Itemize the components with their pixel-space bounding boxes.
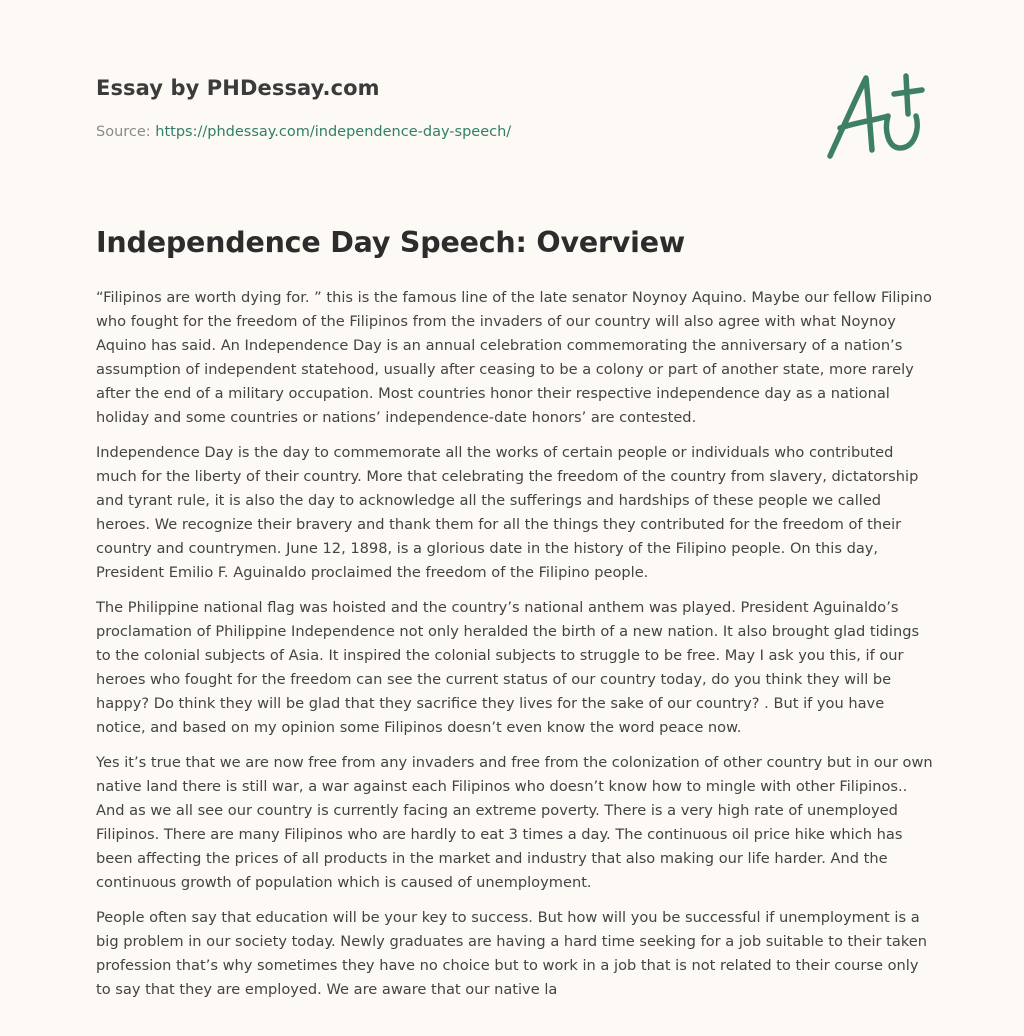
source-line xyxy=(96,124,511,140)
essay-paragraph: “Filipinos are worth dying for. ” this is the famous line of the late senator Noynoy Aquino. Maybe our fellow Filipino who fought for the freedom of the Filipinos from the invaders of our country will also agree with what Noynoy Aquino has said. An Independence Day is an annual celebration commemorating the anniversary of a nation’s assumption of independent statehood, usually after ceasing to be a colony or part of another state, more rarely after the end of a military occupation. Most countries honor their respective independence day as a national holiday and some countries or nations’ independence-date honors’ are contested. xyxy=(96,289,932,426)
essay-paragraph: The Philippine national flag was hoisted and the country’s national anthem was played. President Aguinaldo’s proclamation of Philippine Independence not only heralded the birth of a new nation. It also brought glad tidings to the colonial subjects of Asia. It inspired the colonial subjects to struggle to be free. May I ask you this, if our heroes who fought for the freedom can see the current status of our country today, do you think they will be happy? Do think they will be glad that they sacrifice they lives for the sake of our country? . But if you have notice, and based on my opinion some Filipinos doesn’t even know the word peace now. xyxy=(96,599,920,736)
site-brand: Essay by PHDessay.com xyxy=(96,76,380,100)
essay-paragraph: People often say that education will be your key to success. But how will you be successful if unemployment is a big problem in our society today. Newly graduates are having a hard time seeking for a job suitable to their taken profession that’s why sometimes they have no choice but to work in a job that is not related to their course only to say that they are employed. We are aware that our native la xyxy=(96,909,928,998)
essay-title: Independence Day Speech: Overview xyxy=(96,226,686,259)
a-plus-grade-icon xyxy=(824,68,928,164)
essay-body xyxy=(96,286,934,1013)
essay-paragraph: Independence Day is the day to commemorate all the works of certain people or individuals who contributed much for the liberty of their country. More that celebrating the freedom of the country from slavery, dictatorship and tyrant rule, it is also the day to acknowledge all the sufferings and hardships of these people we called heroes. We recognize their bravery and thank them for all the things they contributed for the freedom of their country and countrymen. June 12, 1898, is a glorious date in the history of the Filipino people. On this day, President Emilio F. Aguinaldo proclaimed the freedom of the Filipino people. xyxy=(96,444,919,581)
essay-paragraph: Yes it’s true that we are now free from any invaders and free from the colonization of other country but in our own native land there is still war, a war against each Filipinos who doesn’t know how to mingle with other Filipinos.. And as we all see our country is currently facing an extreme poverty. There is a very high rate of unemployed Filipinos. There are many Filipinos who are hardly to eat 3 times a day. The continuous oil price hike which has been affecting the prices of all products in the market and industry that also making our life harder. And the continuous growth of population which is caused of unemployment. xyxy=(96,754,933,891)
source-link[interactable]: https://phdessay.com/independence-day-speech/ xyxy=(155,124,512,140)
source-label: Source: xyxy=(96,124,156,140)
